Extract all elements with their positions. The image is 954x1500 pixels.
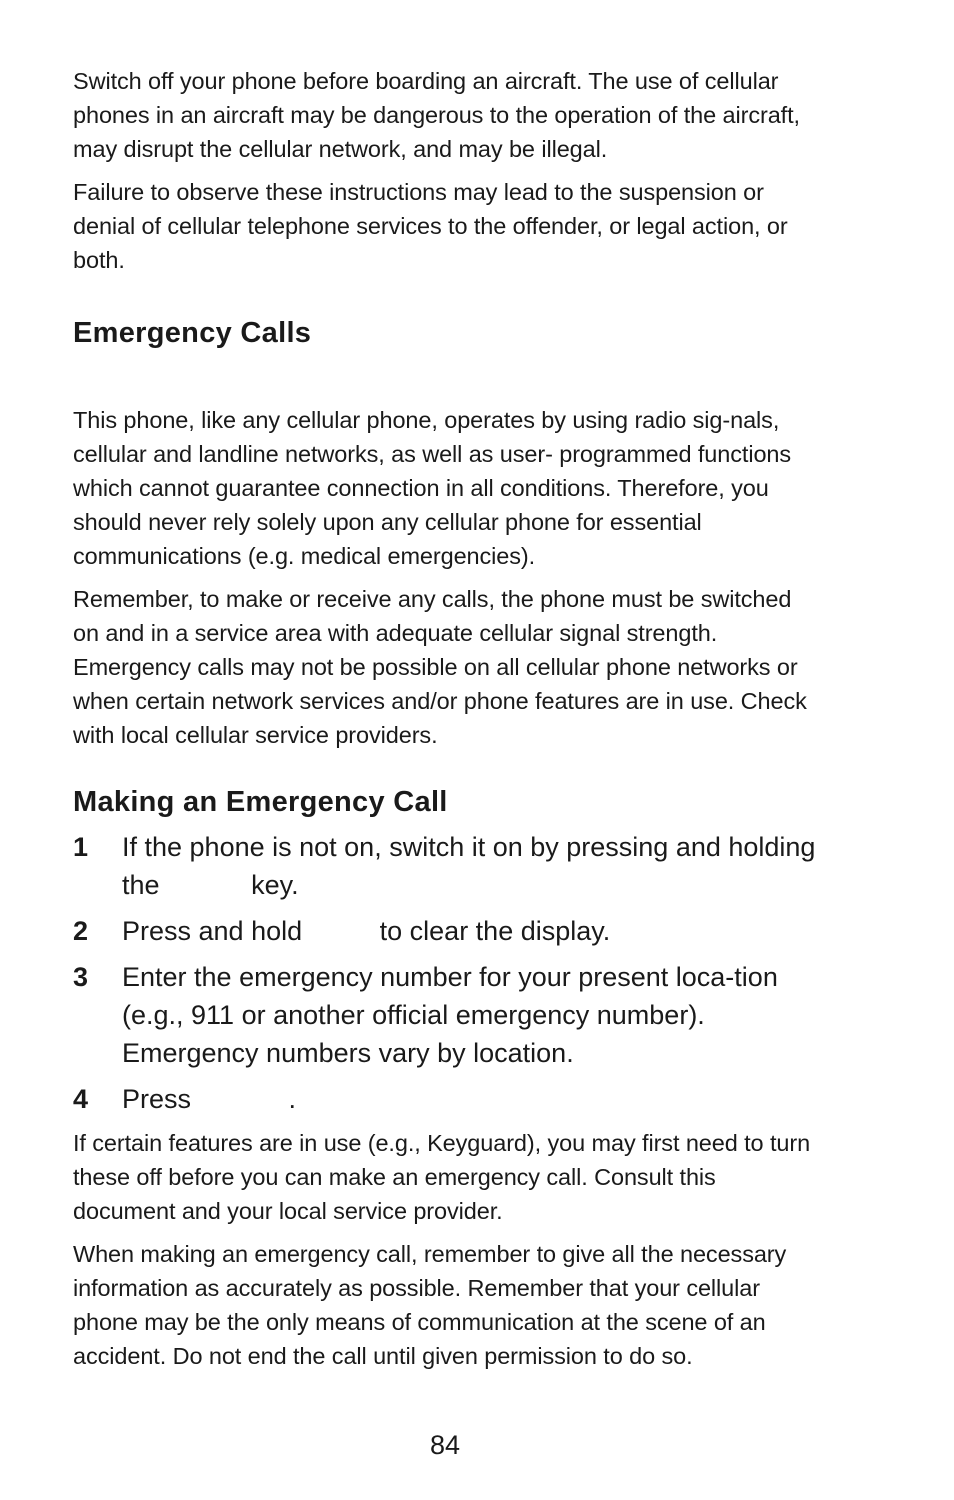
manual-page <box>73 64 818 1382</box>
step-text-end: . <box>288 1084 297 1114</box>
information-paragraph: When making an emergency call, remember to give all the necessary information as accurately as possible. Remember that your cellular phone may be the only means of communication at the scene of an accident. Do not end the call until given permission to do so. <box>73 1241 787 1369</box>
page-number: 84 <box>429 1430 461 1460</box>
step-number: 1 <box>73 832 89 862</box>
radio-signals-paragraph: This phone, like any cellular phone, operates by using radio sig-nals, cellular and landline networks, as well as user- programmed functions which cannot guarantee connection in all conditions. Therefore, you should never rely solely upon any cellular phone for essential communications (e.g. medical emergencies). <box>73 407 792 569</box>
service-area-paragraph: Remember, to make or receive any calls, the phone must be switched on and in a service area with adequate cellular signal strength. Emergency calls may not be possible on all cellular phone networks or when certain network services and/or phone features are in use. Check with local cellular service providers. <box>73 586 807 748</box>
step-number: 2 <box>73 916 89 946</box>
step-number: 3 <box>73 962 89 992</box>
step-1 <box>73 828 818 904</box>
step-text: Press <box>122 1084 192 1114</box>
making-emergency-call-heading: Making an Emergency Call <box>73 786 448 818</box>
step-text: If the phone is not on, switch it on by pressing and holding the <box>122 832 816 900</box>
step-text-end: to clear the display. <box>379 916 611 946</box>
step-text-end: key. <box>251 870 299 900</box>
step-number: 4 <box>73 1084 89 1114</box>
step-3 <box>73 958 818 1072</box>
step-text: Press and hold <box>122 916 303 946</box>
emergency-call-steps <box>73 828 818 1118</box>
keyguard-paragraph: If certain features are in use (e.g., Keyguard), you may first need to turn these off before you can make an emergency call. Consult this document and your local service provider. <box>73 1130 811 1224</box>
step-text: Enter the emergency number for your present loca-tion (e.g., 911 or another official emergency number). Emergency numbers vary by location. <box>122 962 778 1068</box>
step-2 <box>73 912 818 950</box>
step-4 <box>73 1080 818 1118</box>
emergency-calls-heading: Emergency Calls <box>73 317 312 349</box>
failure-warning-paragraph: Failure to observe these instructions may lead to the suspension or denial of cellular telephone services to the offender, or legal action, or both. <box>73 179 788 273</box>
aircraft-warning-paragraph: Switch off your phone before boarding an aircraft. The use of cellular phones in an aircraft may be dangerous to the operation of the aircraft, may disrupt the cellular network, and may be illegal. <box>73 68 800 162</box>
